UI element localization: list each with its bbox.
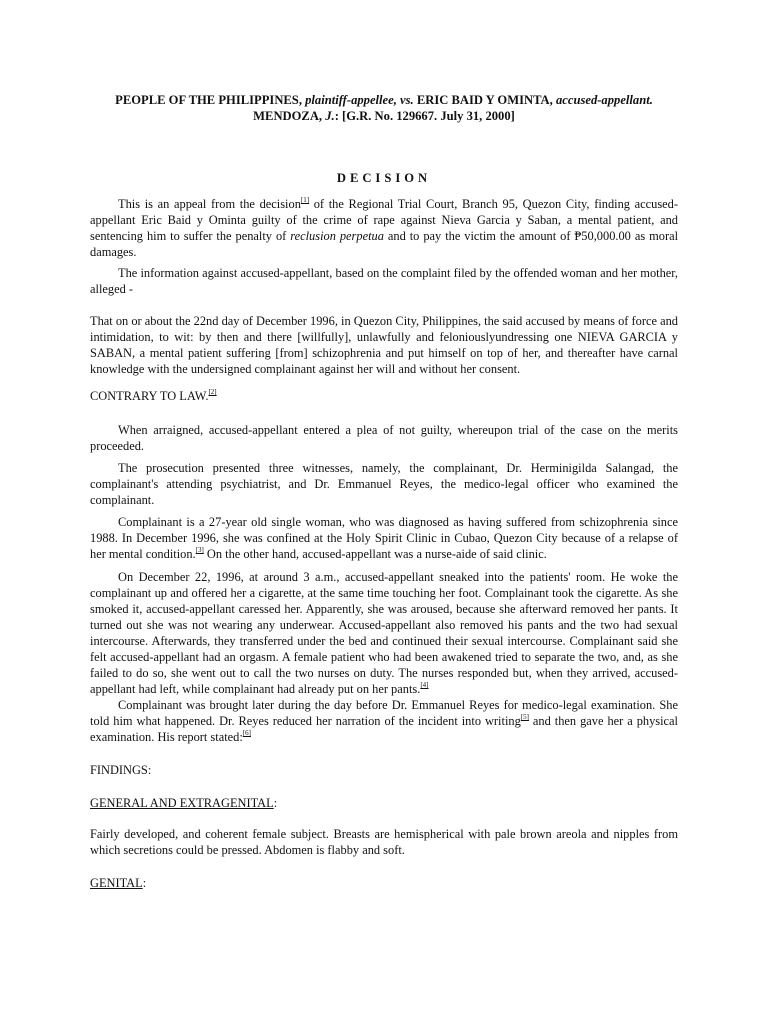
paragraph-complainant-text-b: On the other hand, accused-appellant was a nurse-aide of said clinic. (203, 547, 547, 561)
footnote-link-4[interactable]: [4] (420, 681, 429, 689)
paragraph-medico-legal-text-a: Complainant was brought later during the day before Dr. Emmanuel Reyes for medico-legal examination. She told him what happened. Dr. Reyes reduced her narration of the incident into writing (90, 698, 678, 728)
decision-heading: DECISION (336, 171, 432, 185)
paragraph-incident-text: On December 22, 1996, at around 3 a.m., accused-appellant sneaked into the patients' room. He woke the complainant up and offered her a cigarette, at the same time touching her foot. Complainant took the cigarette. As she smoked it, accused-appellant caressed her. Apparently, she was aroused, because she afterward removed her pants. It turned out she was not wearing any underwear. Accused-appellant also removed his pants and the two had sexual intercourse. Afterwards, they transferred under the bed and continued their sexual intercourse. Complainant said she felt accused-appellant had an orgasm. A female patient who had been awakened tried to separate the two, and, as she failed to do so, she went out to call the two nurses on duty. The nurses responded but, when they arrived, accused-appellant had left, while complainant had already put on her pants. (90, 570, 678, 696)
paragraph-1 (90, 196, 678, 260)
genital-heading-colon: : (142, 876, 147, 890)
paragraph-1-text-a: This is an appeal from the decision (118, 197, 301, 211)
contrary-to-law (90, 388, 678, 404)
paragraph-information-quote: That on or about the 22nd day of December 1996, in Quezon City, Philippines, the said accused by means of force and intimidation, to wit: by then and there [willfully], unlawfully and feloniouslyundressing one NIEVA GARCIA y SABAN, a mental patient suffering [from] schizophrenia and put himself on top of her, and thereafter have carnal knowledge with the undersigned complainant against her will and without her consent. (90, 314, 678, 376)
title-justice-abbrev: J. (325, 109, 335, 123)
title-parties-accused: ERIC BAID Y OMINTA, (416, 93, 553, 107)
paragraph-complainant (90, 514, 678, 562)
paragraph-1-text-b: of the Regional Trial Court, Branch 95, Quezon City, finding accused-appellant Eric Baid y Ominta guilty of the crime of rape against Nieva Garcia y Saban, a mental patient, and sentencing him to suffer the penalty of (90, 197, 678, 243)
paragraph-2: The information against accused-appellant, based on the complaint filed by the offended woman and her mother, alleged - (90, 266, 678, 296)
general-extragenital-text: GENERAL AND EXTRAGENITAL (90, 796, 274, 810)
genital-heading (90, 875, 678, 891)
title-case-number: : [G.R. No. 129667. July 31, 2000] (334, 109, 515, 123)
footnote-link-2[interactable]: [2] (208, 388, 217, 396)
paragraph-incident (90, 569, 678, 697)
footnote-link-3[interactable]: [3] (195, 546, 204, 554)
paragraph-1-text-c: and to pay the victim the amount of ₱50,000.00 as moral damages. (90, 229, 679, 259)
paragraph-arraignment: When arraigned, accused-appellant entered a plea of not guilty, whereupon trial of the case on the merits proceeded. (90, 423, 678, 453)
paragraph-1-italic: reclusion perpetua (290, 229, 384, 243)
paragraph-complainant-text-a: Complainant is a 27-year old single woman, who was diagnosed as having suffered from schizophrenia since 1988. In December 1996, she was confined at the Holy Spirit Clinic in Cubao, Quezon City because of a relapse of her mental condition. (90, 515, 678, 561)
general-extragenital-colon: : (273, 796, 278, 810)
title-plaintiff-role: plaintiff-appellee, vs. (305, 93, 414, 107)
title-ponente: MENDOZA, (253, 109, 323, 123)
case-title (90, 92, 678, 124)
paragraph-medico-legal (90, 697, 678, 745)
general-extragenital-heading (90, 795, 678, 811)
footnote-link-1[interactable]: [1] (300, 196, 310, 204)
title-parties-plaintiff: PEOPLE OF THE PHILIPPINES, (115, 93, 302, 107)
footnote-link-5[interactable]: [5] (520, 713, 529, 721)
paragraph-prosecution: The prosecution presented three witnesses, namely, the complainant, Dr. Herminigilda Salangad, the complainant's attending psychiatrist, and Dr. Emmanuel Reyes, the medico-legal officer who examined the complainant. (90, 461, 678, 507)
footnote-link-6[interactable]: [6] (242, 729, 251, 737)
paragraph-general-findings: Fairly developed, and coherent female subject. Breasts are hemispherical with pale brown areola and nipples from which secretions could be pressed. Abdomen is flabby and soft. (90, 827, 678, 857)
findings-label: FINDINGS: (90, 763, 152, 777)
paragraph-medico-legal-text-b: and then gave her a physical examination. His report stated: (90, 714, 678, 744)
contrary-to-law-text: CONTRARY TO LAW. (90, 389, 209, 403)
genital-heading-text: GENITAL (90, 876, 143, 890)
title-accused-role: accused-appellant. (555, 93, 653, 107)
